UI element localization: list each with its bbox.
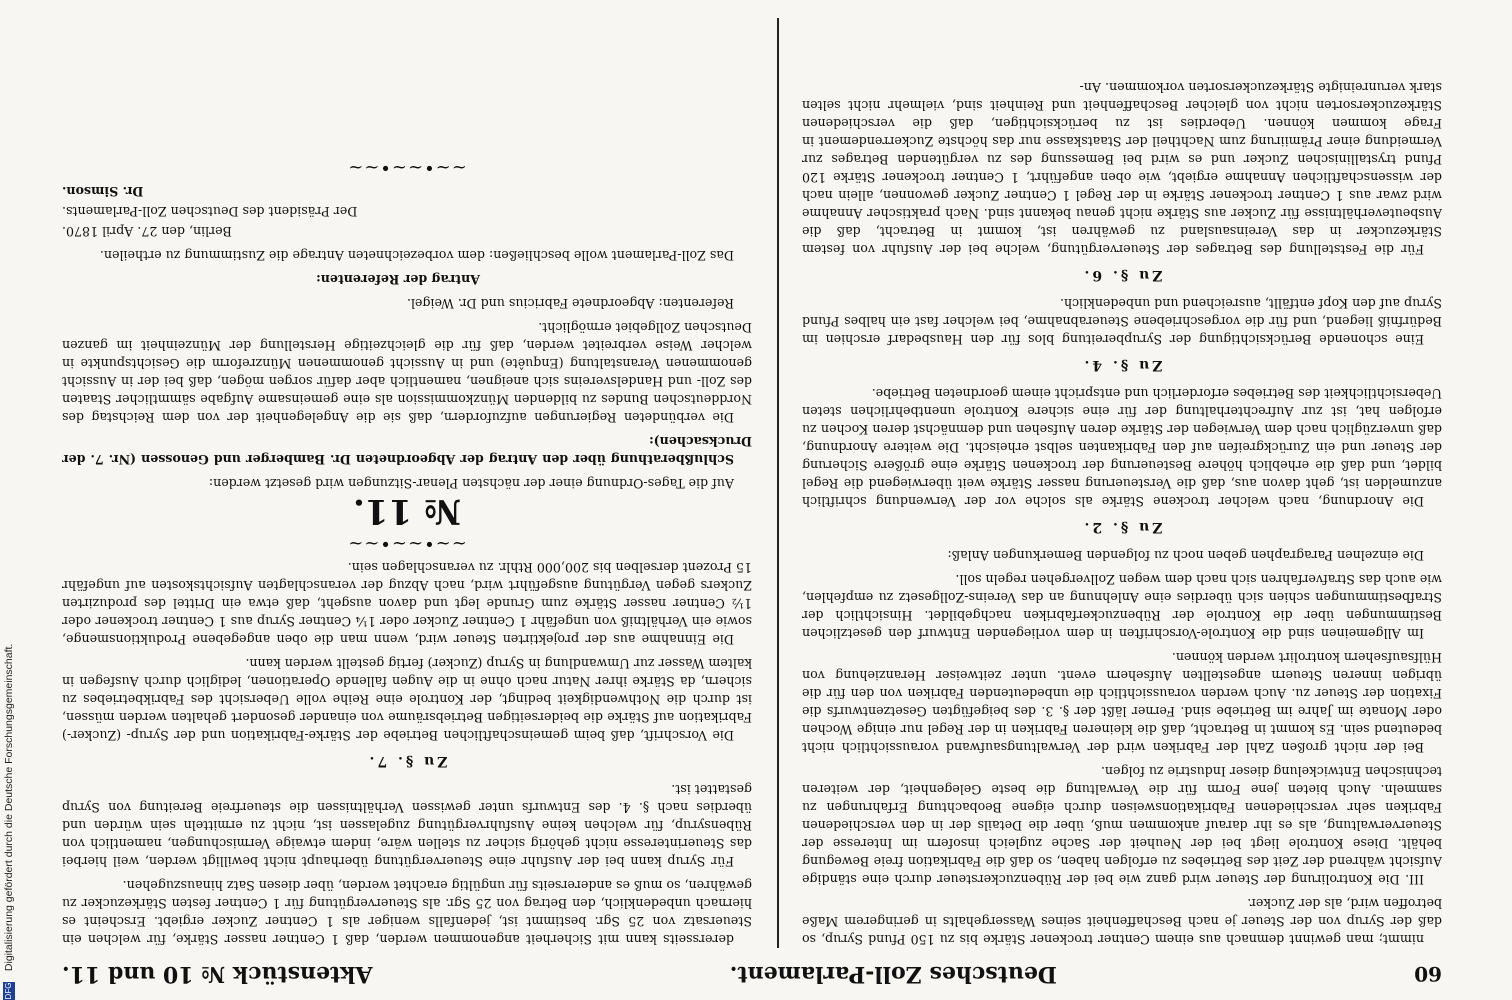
digitization-note-text <box>2 10 16 1000</box>
issue-number: Aktenstück № 10 und 11. <box>62 961 373 987</box>
document-number: № 11. <box>353 491 461 531</box>
paragraph: derersseits kann mit Sicherheit angenommen werden, daß 1 Centner nasser Stärke, für welchen ein Steuersatz von 25 Sgr. bestimmt ist, jedenfalls weniger als 1 Centner Zucker ergiebt. Erscheint es hiernach unbedenklich, den Betrag von 25 Sgr. als Steuervergütung für 1 Centner festen Stärkezucker zu gewähren, so muß es andererseits für ungültig erachtet werden, über diesen Satz hinauszugehen. <box>62 878 752 947</box>
signature: Dr. Simson. <box>62 184 144 199</box>
paragraph: III. Die Kontrolirung der Steuer wird ganz wie bei der Rübenzuckersteuer durch eine ständige Aufsicht während der Zeit des Betriebes zu erfolgen haben, so daß die Fabrikation freie Bewegung behält. Diese Kontrole liegt bei der Neuheit der Sache zugleich insofern im Interesse der Steuerverwaltung, als es ihr darauf ankommen muß, über die Details der in den verschiedenen Fabriken sehr verschiedenen Fabrikationsweisen durch eigene Beobachtung Erfahrungen zu sammeln. Auch bieten jene Form für die Verwaltung die beste Gelegenheit, der weiteren technischen Entwickelung dieser Industrie zu folgen. <box>802 764 1442 887</box>
paragraph: Die verbündeten Regierungen aufzufordern, daß sie die Angelegenheit der von dem Reichstag des Norddeutschen Bundes zu bildenden Münzkommission als eine gemeinsame Aufgabe sämmtlicher Staaten des Zoll- und Handelsvereins sich aneignen, namentlich aber dafür sorgen mögen, daß bei der in Aussicht genommenen Veranstaltung (Enquête) und in Aussicht genommenen Münzreform die Gesichtspunkte in welcher Weise verbreitet werden, daß für die gleichzeitige Herstellung der Münzeinheit im ganzen Deutschen Zollgebiet ermöglicht. <box>62 320 752 425</box>
paragraph: Referenten: Abgeordnete Fabricius und Dr. Weigel. <box>406 296 734 311</box>
paragraph: Die Anordnung, nach welcher trockene Stärke als solche vor der Verwendung schriftlich anzumelden ist, geht davon aus, daß die Versteuerung nasser Stärke weit überwiegend die Regel bildet, und daß die erheblich höhere Besteuerung der trockenen Stärke eine größere Sicherung der Steuer und ein Zurückgreifen auf den Fabrikanten selbst erheischt. Die weitere Anordnung, daß unverzüglich nach dem Verwiegen der Stärke deren Aufsehen und demnächst deren Kochen zu erfolgen hat, ist zur Aufrechterhaltung der für eine sichere Kontrole unentbehrlichen steten Uebersichtlichkeit des Betriebes erforderlich und entspricht einem geordneten Betriebe. <box>802 386 1442 509</box>
section-heading: Zu §. 4. <box>1081 357 1163 373</box>
section-heading: Zu §. 6. <box>1081 267 1163 283</box>
paragraph: Antrag der Referenten: <box>316 272 480 287</box>
place-date: Berlin, den 27. April 1870. <box>62 224 232 239</box>
paragraph: Auf die Tages-Ordnung einer der nächsten Plenar-Sitzungen wird gesetzt werden: <box>208 476 734 491</box>
digitization-text: Digitalisierung gefördert durch die Deutsche Forschungsgemeinschaft. <box>3 643 15 972</box>
ornament-divider: ~~•~~•~~ <box>347 533 467 554</box>
section-heading: Zu §. 7. <box>366 753 448 769</box>
paragraph: Bei der nicht großen Zahl der Fabriken wird der Verwaltungsaufwand voraussichtlich nicht bedeutend sein. Es kommt in Betracht, daß die kleineren Fabriken in der Regel nur einige Wochen oder Monate im Jahre im Betriebe sind. Ferner läßt der §. 3. des beigefügten Gesetzentwurfs die Fixation der Steuer zu. Auch werden voraussichtlich die unbedeutenden Fabriken von den für die übrigen inneren Steuern angestellten Aufsehern event. unter zeitweiser Heranziehung von Hülfsaufsehern kontrolirt werden können. <box>802 650 1442 755</box>
scanned-page <box>22 0 1512 1000</box>
ornament-divider: ~~•~~•~~ <box>347 157 467 178</box>
paragraph: Für die Feststellung des Betrages der Steuervergütung, welche bei der Ausfuhr von festem Stärkezucker in das Vereinsausland zu gewähren ist, kommt in Betracht, daß die Ausbeuteverhältnisse für Zucker aus Stärke nicht genau bekannt sind. Nach praktischer Annahme wird zwar aus 1 Centner trockener Stärke in der Regel 1 Centner Zucker gewonnen, allein nach der wissenschaftlichen Annahme ergiebt, wie oben angeführt, 1 Centner trockener Stärke 120 Pfund trystallinischen Zucker und es wird bei Bemessung des zu vergütenden Betrages zur Vermeidung einer Prämiirung zum Nachtheil der Staatskasse nur das höchste Zuckerrendement in Frage kommen können. Ueberdies ist zu berücksichtigen, daß die verschiedenen Stärkezuckersorten nicht von gleicher Beschaffenheit und Reinheit sind, vielmehr nicht selten stark verunreinigte Stärkezuckersorten vorkommen. An- <box>802 80 1442 257</box>
paragraph: Eine schonende Berücksichtigung der Syrupbereitung blos für den Hausbedarf erschien im Bedürfniß liegend, und für die vorgeschriebene Steuerabnahme, bei welcher fast ein halbes Pfund Syrup auf den Kopf entfällt, ausreichend und unbedenklich. <box>802 296 1442 347</box>
right-column <box>62 12 752 948</box>
page-header <box>62 956 1442 992</box>
signoff: Der Präsident des Deutschen Zoll-Parlaments. <box>62 204 358 219</box>
paragraph: Die Einnahme aus der projektirten Steuer wird, wenn man die oben angegebene Produktionsmenge, sowie ein Verhältniß von ungefähr 1 Centner Zucker oder 1¼ Centner Syrup aus 1 Centner trockener oder 1½ Centner nasser Stärke zum Grunde legt und davon ausgeht, daß etwa ein Drittel des produzirten Zuckers gegen Vergütung ausgeführt wird, nach Abzug der veranschlagten Aufsichtskosten auf ungefähr 15 Prozent derselben bis 200,000 Rthlr. zu veranschlagen sein. <box>62 560 752 647</box>
page-content <box>22 0 1512 1000</box>
paragraph: Das Zoll-Parlament wolle beschließen: dem vorbezeichneten Antrage die Zustimmung zu ertheilen. <box>99 248 734 263</box>
paragraph: Die einzelnen Paragraphen geben noch zu folgenden Bemerkungen Anlaß: <box>947 548 1424 563</box>
left-column <box>802 12 1442 948</box>
section-heading: Zu §. 2. <box>1081 519 1163 535</box>
publication-title: Deutsches Zoll-Parlament. <box>729 961 1057 987</box>
dfg-logo: DFG <box>4 982 14 1000</box>
column-divider <box>777 18 779 948</box>
digitization-note <box>0 0 16 1000</box>
paragraph: Schlußberathung über den Antrag der Abgeordneten Dr. Bamberger und Genossen (Nr. 7. der Drucksachen): <box>62 434 752 467</box>
paragraph: nimmt; man gewinnt demnach aus einem Centner trockener Stärke bis zu 150 Pfund Syrup, so daß der Syrup von der Steuer je nach Beschaffenheit seines Wassergehalts in geringerem Maße betroffen wird, als der Zucker. <box>802 896 1442 947</box>
paragraph: Im Allgemeinen sind die Kontrole-Vorschriften in dem vorliegenden Entwurf den gesetzlichen Bestimmungen über die Kontrole der Rübenzuckerfabriken nachgebildet. Hinsichtlich der Strafbestimmungen schien sich überdies eine Anlehnung an das Vereins-Zollgesetz zu empfehlen, wie auch das Strafverfahren sich nach dem wegen Zollvergehen regeln soll. <box>802 572 1442 641</box>
paragraph: Für Syrup kann bei der Ausfuhr eine Steuervergütung überhaupt nicht bewilligt werden, weil hierbei das Steuerinteresse nicht gehörig sicher zu stellen wäre, indem etwaige Vermischungen, namentlich von Rübensyrup, für welchen keine Ausfuhrvergütung zugelassen ist, nicht zu ermitteln sein würden und überdies nach §. 4. des Entwurfs unter gewissen Verhältnissen die steuerfreie Bereitung von Syrup gestattet ist. <box>62 782 752 869</box>
page-number: 60 <box>1414 962 1442 986</box>
paragraph: Die Vorschrift, daß beim gemeinschaftlichen Betriebe der Stärke-Fabrikation und der Syrup- (Zucker-) Fabrikation auf Stärke die beiderseitigen Betriebsräume von einander gesondert gehalten werden müssen, ist durch die Nothwendigkeit bedingt, der Kontrole eine Reihe volle Uebersicht des Fabrikbetriebes zu sichern, da Stärke ihrer Natur nach ohne in die Augen fallende Operationen, lediglich durch Ausfegen in kaltem Wasser zur Umwandlung in Syrup (Zucker) fertig gestellt werden kann. <box>62 656 752 743</box>
